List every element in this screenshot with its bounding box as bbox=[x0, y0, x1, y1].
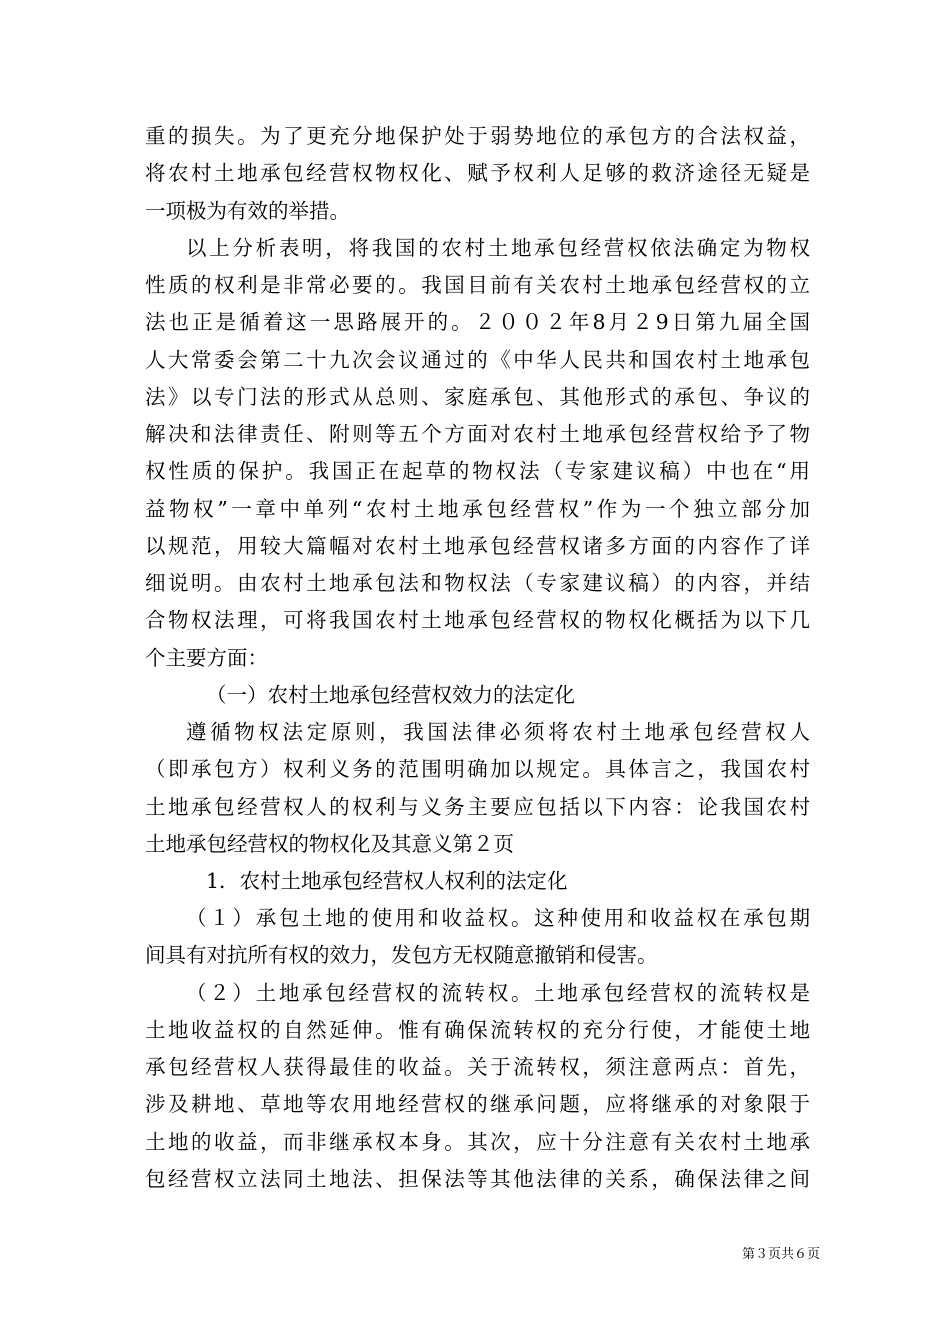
body-text-line: 权性质的保护。我国正在起草的物权法（专家建议稿）中也在“用 bbox=[145, 459, 810, 483]
body-text-line: 土地承包经营权人的权利与义务主要应包括以下内容：论我国农村 bbox=[145, 795, 810, 819]
body-text-line: 法》以专门法的形式从总则、家庭承包、其他形式的承包、争议的 bbox=[145, 385, 810, 409]
body-text-line: 涉及耕地、草地等农用地经营权的继承问题，应将继承的对象限于 bbox=[145, 1092, 810, 1116]
body-text-line: 承包经营权人获得最佳的收益。关于流转权，须注意两点：首先， bbox=[145, 1055, 810, 1079]
body-text-line: 细说明。由农村土地承包法和物权法（专家建议稿）的内容，并结 bbox=[145, 571, 810, 595]
subsection-heading: 1．农村土地承包经营权人权利的法定化 bbox=[206, 869, 568, 893]
body-text-line: 一项极为有效的举措。 bbox=[145, 199, 350, 223]
page-number-footer: 第３页共６页 bbox=[741, 1247, 820, 1262]
body-text-line: （２）土地承包经营权的流转权。土地承包经营权的流转权是 bbox=[186, 981, 810, 1005]
body-text-line: 合物权法理，可将我国农村土地承包经营权的物权化概括为以下几 bbox=[145, 608, 810, 632]
body-text-line: 遵循物权法定原则，我国法律必须将农村土地承包经营权人 bbox=[186, 720, 810, 744]
body-text-line: （即承包方）权利义务的范围明确加以规定。具体言之，我国农村 bbox=[145, 757, 810, 781]
body-text-line: 以规范，用较大篇幅对农村土地承包经营权诸多方面的内容作了详 bbox=[145, 534, 810, 558]
body-text-line: 土地收益权的自然延伸。惟有确保流转权的充分行使，才能使土地 bbox=[145, 1018, 810, 1042]
body-text-line: 以上分析表明，将我国的农村土地承包经营权依法确定为物权 bbox=[186, 236, 810, 260]
body-text-line: 包经营权立法同土地法、担保法等其他法律的关系，确保法律之间 bbox=[145, 1167, 810, 1191]
body-text-line: 重的损失。为了更充分地保护处于弱势地位的承包方的合法权益， bbox=[145, 124, 810, 148]
body-text-line: 解决和法律责任、附则等五个方面对农村土地承包经营权给予了物 bbox=[145, 422, 810, 446]
section-heading: （一）农村土地承包经营权效力的法定化 bbox=[206, 683, 575, 707]
body-text-line: 法也正是循着这一思路展开的。２００２年8月２9日第九届全国 bbox=[145, 310, 810, 334]
body-text-line: 益物权”一章中单列“农村土地承包经营权”作为一个独立部分加 bbox=[145, 497, 810, 521]
body-text-line: 土地的收益，而非继承权本身。其次，应十分注意有关农村土地承 bbox=[145, 1130, 810, 1154]
body-text-line: （１）承包土地的使用和收益权。这种使用和收益权在承包期 bbox=[186, 906, 810, 930]
body-text-line: 性质的权利是非常必要的。我国目前有关农村土地承包经营权的立 bbox=[145, 273, 810, 297]
body-text-line: 个主要方面： bbox=[145, 646, 268, 670]
body-text-line: 将农村土地承包经营权物权化、赋予权利人足够的救济途径无疑是 bbox=[145, 161, 810, 185]
body-text-line: 土地承包经营权的物权化及其意义第２页 bbox=[145, 832, 514, 856]
body-text-line: 人大常委会第二十九次会议通过的《中华人民共和国农村土地承包 bbox=[145, 348, 810, 372]
body-text-line: 间具有对抗所有权的效力，发包方无权随意撤销和侵害。 bbox=[145, 943, 658, 967]
